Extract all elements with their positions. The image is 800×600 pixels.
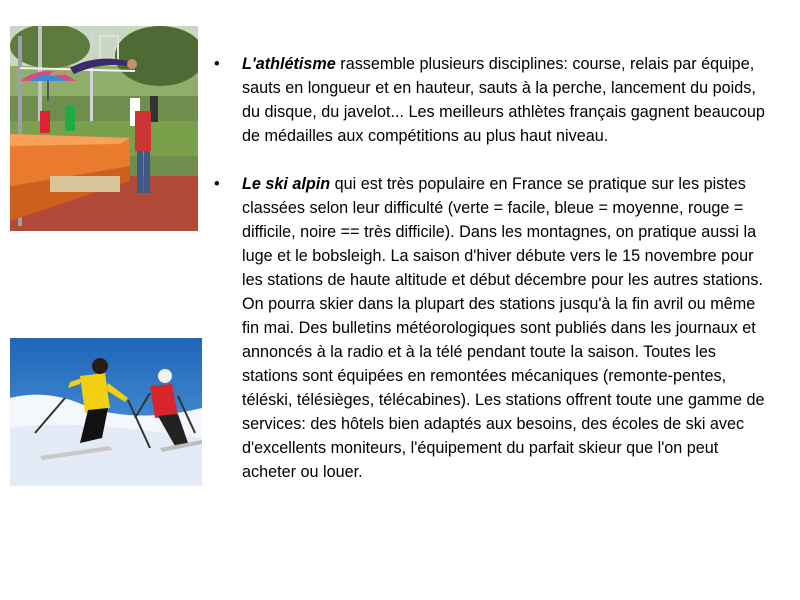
bullet-text: qui est très populaire en France se pratique sur les pistes classées selon leur difficulté (verte = facile, bleue = moyenne, rouge = difficile, noire == très difficile). Dans les montagnes, on pratique aussi la luge et le bobsleigh. La saison d'hiver débute vers le 15 novembre pour les stations de haute altitude et début décembre pour les autres stations. On pourra skier dans la plupart des stations jusqu'à la fin avril ou même fin mai. Des bulletins météorologiques sont publiés dans les journaux et annoncés à la radio et à la télé pendant toute la saison. Toutes les stations sont équipées en remontées mécaniques (remonte-pentes, téléski, télésièges, télécabines). Les stations offrent toute une gamme de services: des hôtels bien adaptés aux besoins, des écoles de ski avec d'excellents moniteurs, l'équipement du parfait skieur que l'on peut acheter ou louer. [242,175,765,481]
bullet-marker: • [214,55,220,73]
alpine-skiing-photo [10,338,202,486]
bullet-text: rassemble plusieurs disciplines: course, relais par équipe, sauts en longueur et en hauteur, sauts à la perche, lancement du poids, du disque, du javelot... Les meilleurs athlètes français gagnent beaucoup de médailles aux compétitions au plus haut niveau. [242,55,765,145]
bullet-marker: • [214,175,220,193]
bullet-ski-alpin [214,172,774,484]
bullet-term: L'athlétisme [242,55,336,73]
bullet-athletisme [214,52,774,148]
high-jump-photo [10,26,198,231]
bullet-list [214,52,774,484]
bullet-term: Le ski alpin [242,175,331,193]
